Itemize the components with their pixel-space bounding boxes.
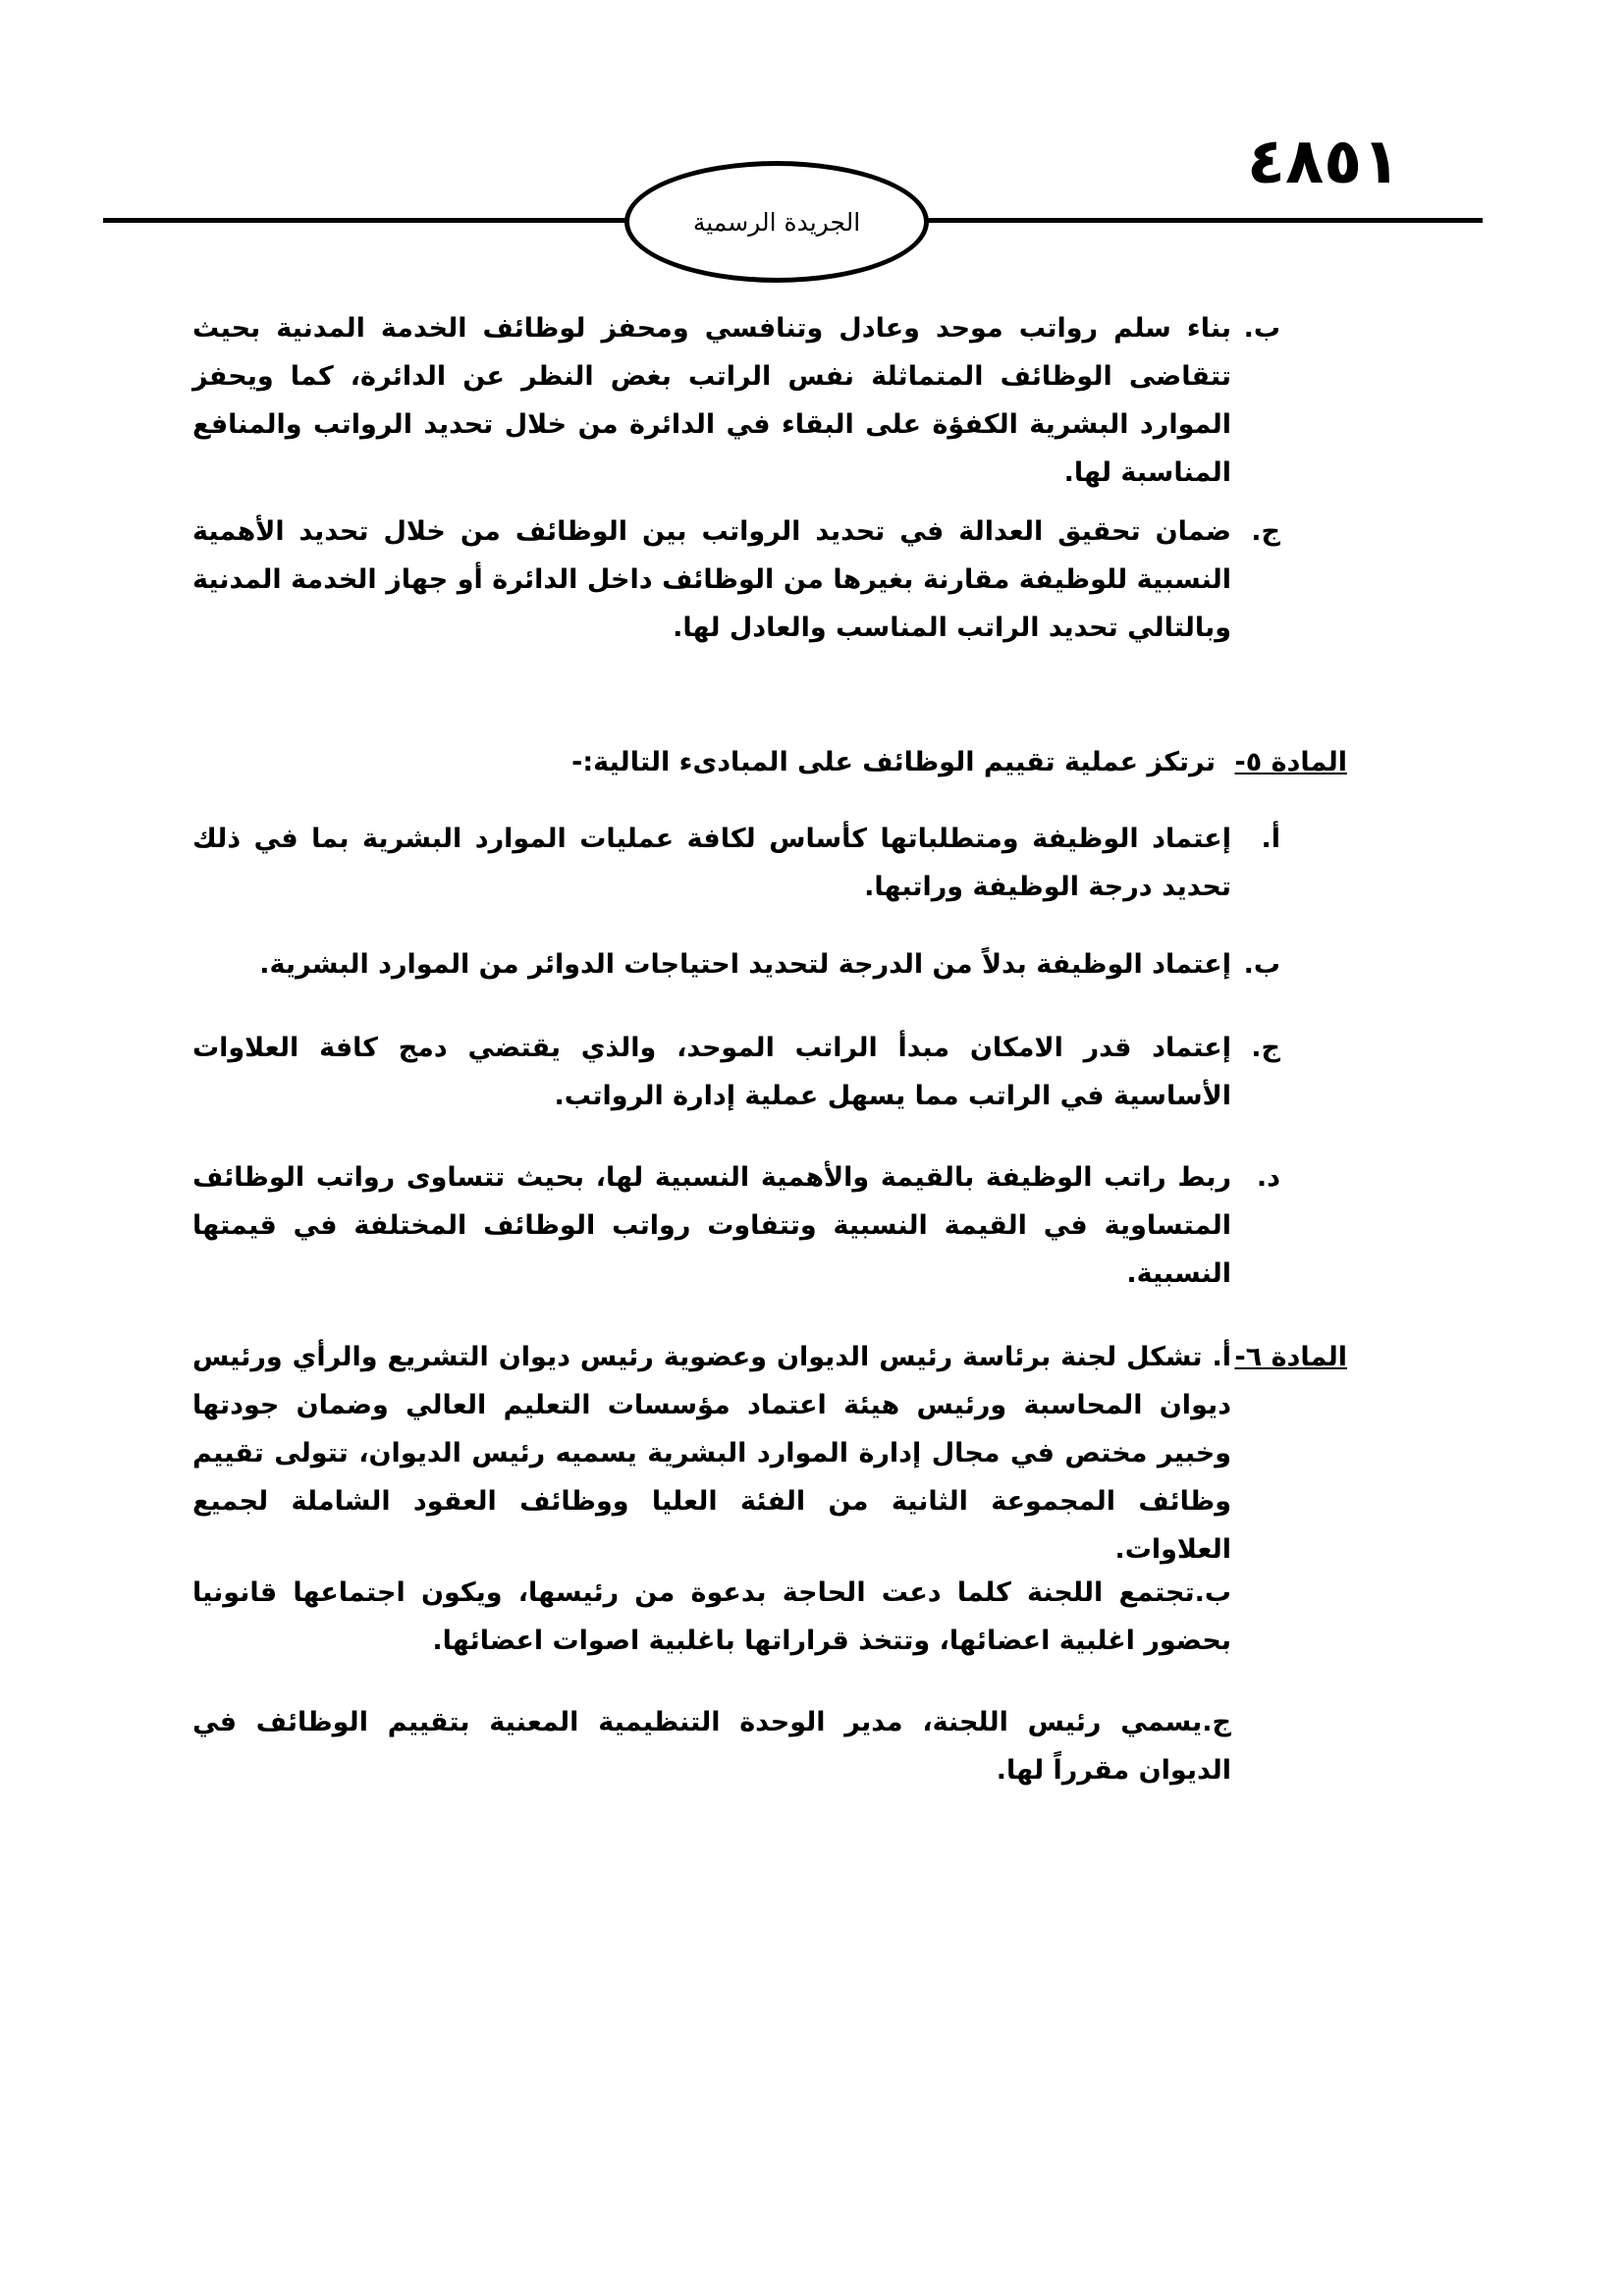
item-text: إعتماد الوظيفة بدلاً من الدرجة لتحديد احتياجات الدوائر من الموارد البشرية. xyxy=(259,949,1231,980)
item-text-body: تشكل لجنة برئاسة رئيس الديوان وعضوية رئيس ديوان التشريع والرأي ورئيس ديوان المحاسبة ورئيس هيئة اعتماد مؤسسات التعليم العالي وضمان جودتها وخبير مختص في مجال إدارة الموارد البشرية يسميه رئيس الديوان، تتولى تقييم وظائف المجموعة الثانية من الفئة العليا ووظائف العقود الشاملة لجميع العلاوات. xyxy=(192,1342,1231,1565)
article-5-item-j xyxy=(192,1024,1280,1120)
item-marker: ج. xyxy=(1251,1033,1280,1063)
item-text: ربط راتب الوظيفة بالقيمة والأهمية النسبية لها، بحيث تتساوى رواتب الوظائف المتساوية في القيمة النسبية وتتفاوت رواتب الوظائف المختلفة في قيمتها النسبية. xyxy=(192,1162,1231,1289)
page-number: ٤٨٥١ xyxy=(1247,126,1401,198)
item-text-body: تجتمع اللجنة كلما دعت الحاجة بدعوة من رئيسها، ويكون اجتماعها قانونيا بحضور اغلبية اعضائها، وتتخذ قراراتها باغلبية اصوات اعضائها. xyxy=(192,1577,1231,1656)
article-5-item-b xyxy=(192,940,1280,988)
article-5-intro: ترتكز عملية تقييم الوظائف على المبادىء التالية:- xyxy=(571,747,1216,777)
item-marker: ج. xyxy=(1251,516,1280,547)
item-marker-inline: ج. xyxy=(1202,1707,1231,1737)
item-text: بناء سلم رواتب موحد وعادل وتنافسي ومحفز لوظائف الخدمة المدنية بحيث تتقاضى الوظائف المتماثلة نفس الراتب بغض النظر عن الدائرة، كما ويحفز الموارد البشرية الكفؤة على البقاء في الدائرة من خلال تحديد الرواتب والمنافع المناسبة لها. xyxy=(192,313,1231,488)
article-6-item-a xyxy=(192,1333,1231,1574)
item-marker-inline: أ. xyxy=(1212,1342,1231,1372)
article-6-label: المادة ٦- xyxy=(1234,1342,1347,1372)
item-text xyxy=(192,1698,1231,1794)
item-text: إعتماد قدر الامكان مبدأ الراتب الموحد، والذي يقتضي دمج كافة العلاوات الأساسية في الراتب مما يسهل عملية إدارة الرواتب. xyxy=(192,1033,1231,1111)
article-6-item-b xyxy=(192,1569,1231,1665)
item-marker-inline: ب. xyxy=(1194,1577,1231,1608)
item-marker: ب. xyxy=(1243,313,1280,344)
article-5-item-d xyxy=(192,1153,1280,1298)
item-marker: أ. xyxy=(1261,824,1280,854)
item-text: إعتماد الوظيفة ومتطلباتها كأساس لكافة عمليات الموارد البشرية بما في ذلك تحديد درجة الوظيفة وراتبها. xyxy=(192,824,1231,902)
gazette-title: الجريدة الرسمية xyxy=(692,207,861,237)
item-text xyxy=(192,1569,1231,1665)
gazette-title-badge xyxy=(624,161,929,283)
article-5-label: المادة ٥- xyxy=(1234,747,1347,777)
item-marker: ب. xyxy=(1243,949,1280,980)
list-item-b-top xyxy=(192,304,1280,497)
item-text xyxy=(192,1333,1231,1574)
list-item-j-top xyxy=(192,507,1280,652)
item-marker: د. xyxy=(1256,1162,1280,1193)
article-6-item-j xyxy=(192,1698,1231,1794)
item-text: ضمان تحقيق العدالة في تحديد الرواتب بين الوظائف من خلال تحديد الأهمية النسبية للوظيفة مقارنة بغيرها من الوظائف داخل الدائرة أو جهاز الخدمة المدنية وبالتالي تحديد الراتب المناسب والعادل لها. xyxy=(192,516,1231,643)
item-text-body: يسمي رئيس اللجنة، مدير الوحدة التنظيمية المعنية بتقييم الوظائف في الديوان مقرراً لها. xyxy=(192,1707,1231,1786)
article-5-item-a xyxy=(192,815,1280,911)
